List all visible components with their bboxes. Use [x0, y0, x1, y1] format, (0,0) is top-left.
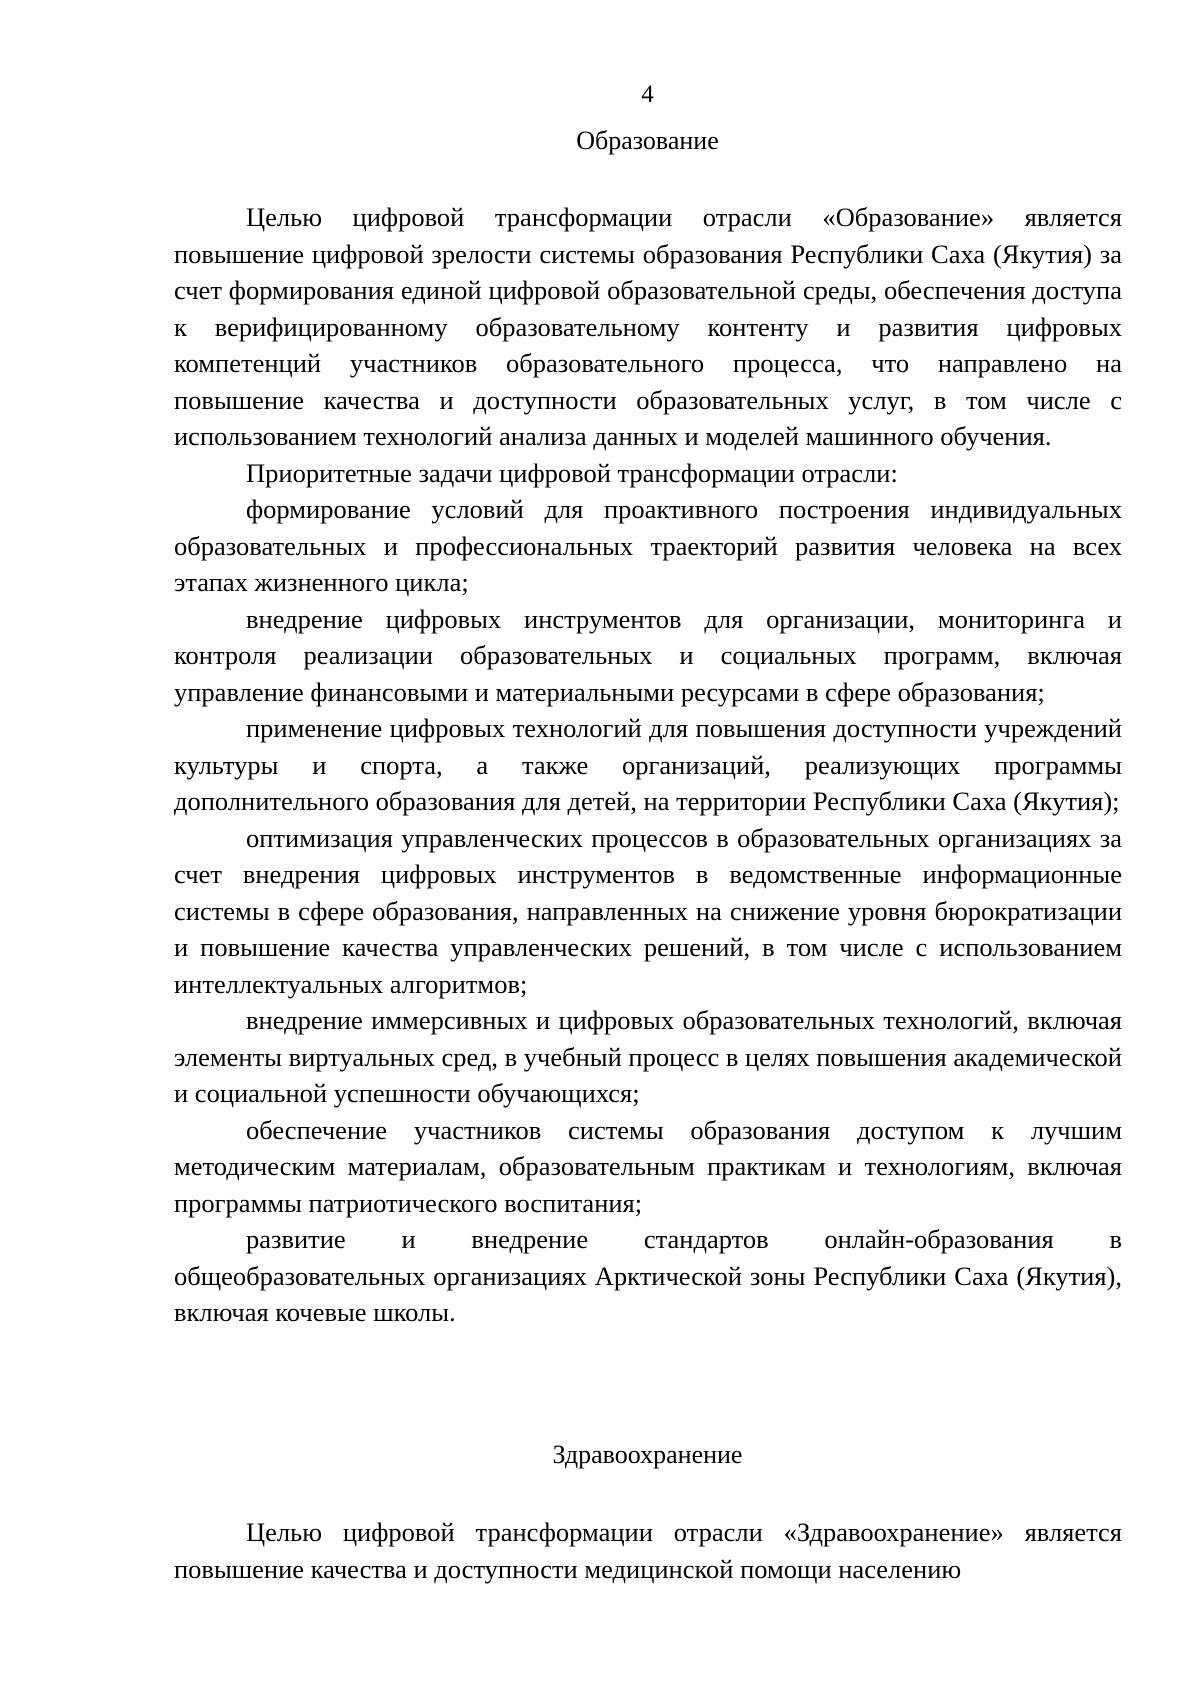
paragraph: Целью цифровой трансформации отрасли «Здравоохранение» является повышение качества и доступности медицинской помощи населению — [174, 1517, 1122, 1584]
section-heading-education: Образование — [576, 126, 719, 155]
list-item: внедрение цифровых инструментов для организации, мониторинга и контроля реализации образовательных и социальных программ, включая управление финансовыми и материальными ресурсами в сфере образования; — [174, 603, 1122, 707]
list-item: развитие и внедрение стандартов онлайн-образования в общеобразовательных организациях Арктической зоны Республики Саха (Якутия), включая кочевые школы. — [174, 1224, 1122, 1327]
list-item: применение цифровых технологий для повышения доступности учреждений культуры и спорта, а также организаций, реализующих программы дополнительного образования для детей, на территории Республики Саха (Якутия); — [174, 713, 1122, 816]
list-item: оптимизация управленческих процессов в образовательных организациях за счет внедрения цифровых инструментов в ведомственные информационные системы в сфере образования, направленных на снижение уровня бюрократизации и повышение качества управленческих решений, в том числе с использованием интеллектуальных алгоритмов; — [174, 822, 1122, 999]
page-number: 4 — [641, 81, 654, 108]
section-heading-healthcare: Здравоохранение — [552, 1440, 743, 1469]
section-body-healthcare — [174, 1514, 1122, 1587]
paragraph: Приоритетные задачи цифровой трансформации отрасли: — [246, 457, 898, 488]
list-item: формирование условий для проактивного построения индивидуальных образовательных и профессиональных траекторий развития человека на всех этапах жизненного цикла; — [174, 494, 1122, 597]
paragraph: Целью цифровой трансформации отрасли «Образование» является повышение цифровой зрелости системы образования Республики Саха (Якутия) за счет формирования единой цифровой образовательной среды, обеспечения доступа к верифицированному образовательному контенту и развития цифровых компетенций участников образовательного процесса, что направлено на повышение качества и доступности образовательных услуг, в том числе с использованием технологий анализа данных и моделей машинного обучения. — [174, 202, 1122, 451]
list-item: обеспечение участников системы образования доступом к лучшим методическим материалам, образовательным практикам и технологиям, включая программы патриотического воспитания; — [174, 1114, 1122, 1218]
list-item: внедрение иммерсивных и цифровых образовательных технологий, включая элементы виртуальных сред, в учебный процесс в целях повышения академической и социальной успешности обучающихся; — [174, 1005, 1122, 1108]
section-body-education — [174, 199, 1122, 1331]
